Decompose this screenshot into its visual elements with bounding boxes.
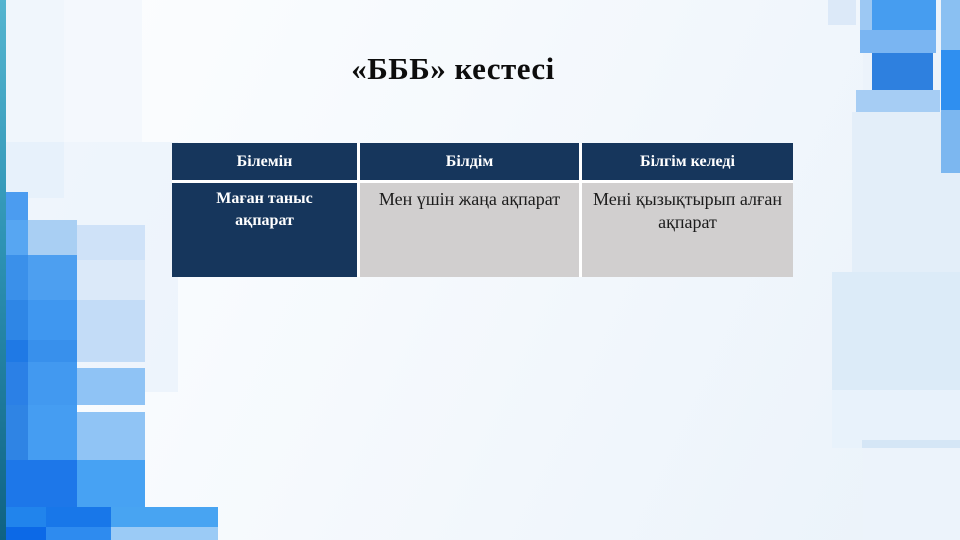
table-cell-text: Мен үшін жаңа ақпарат xyxy=(378,189,561,209)
decor-square xyxy=(6,527,46,540)
table-header-cell-bildim xyxy=(360,143,579,180)
decor-square xyxy=(941,50,960,110)
decor-square xyxy=(6,255,28,300)
table-header-cell-bilgim-keledi xyxy=(582,143,793,180)
decor-square xyxy=(856,90,940,112)
table-cell-interesting-info xyxy=(582,183,793,277)
decor-square xyxy=(111,507,218,527)
table-header-label: Білгім келеді xyxy=(640,152,735,170)
table-header-cell-bilemin xyxy=(172,143,357,180)
table-header-label: Білемін xyxy=(236,152,293,170)
table-cell-new-info xyxy=(360,183,579,277)
decor-square xyxy=(6,192,28,220)
slide-title: «БББ» кестесі xyxy=(351,51,555,86)
decor-square xyxy=(941,110,960,173)
decor-square xyxy=(872,53,933,90)
decor-square xyxy=(28,340,77,362)
left-accent-stripe xyxy=(0,0,6,540)
bbb-table xyxy=(172,143,793,277)
decor-square xyxy=(860,30,936,53)
decor-tint xyxy=(64,0,142,142)
decor-square xyxy=(77,412,145,460)
decor-square xyxy=(6,507,46,527)
table-cell-known-info xyxy=(172,183,357,277)
decor-square xyxy=(6,362,28,405)
table-cell-text: Мені қызықтырып алған ақпарат xyxy=(593,189,782,232)
decor-square xyxy=(77,225,145,260)
decor-square xyxy=(77,260,145,300)
decor-square xyxy=(77,460,145,507)
decor-square xyxy=(6,220,28,255)
decor-square xyxy=(28,255,77,300)
decor-square xyxy=(860,0,872,30)
decor-square xyxy=(46,507,111,527)
decor-square xyxy=(6,405,28,460)
decor-square xyxy=(6,460,77,507)
table-header-label: Білдім xyxy=(445,152,494,170)
decor-square xyxy=(46,527,111,540)
decor-square xyxy=(872,0,936,30)
decor-tint xyxy=(862,440,960,448)
decor-square xyxy=(77,368,145,405)
decor-square xyxy=(6,300,28,340)
decor-square xyxy=(77,300,145,362)
decor-square xyxy=(28,220,77,255)
decor-square xyxy=(28,405,77,460)
decor-square xyxy=(828,0,856,25)
decor-square xyxy=(111,527,218,540)
decor-tint xyxy=(832,272,960,390)
decor-square xyxy=(941,0,960,50)
decor-square xyxy=(28,362,77,405)
decor-square xyxy=(6,340,28,362)
table-cell-text: Маған таныс ақпарат xyxy=(216,190,313,229)
decor-square xyxy=(28,300,77,340)
